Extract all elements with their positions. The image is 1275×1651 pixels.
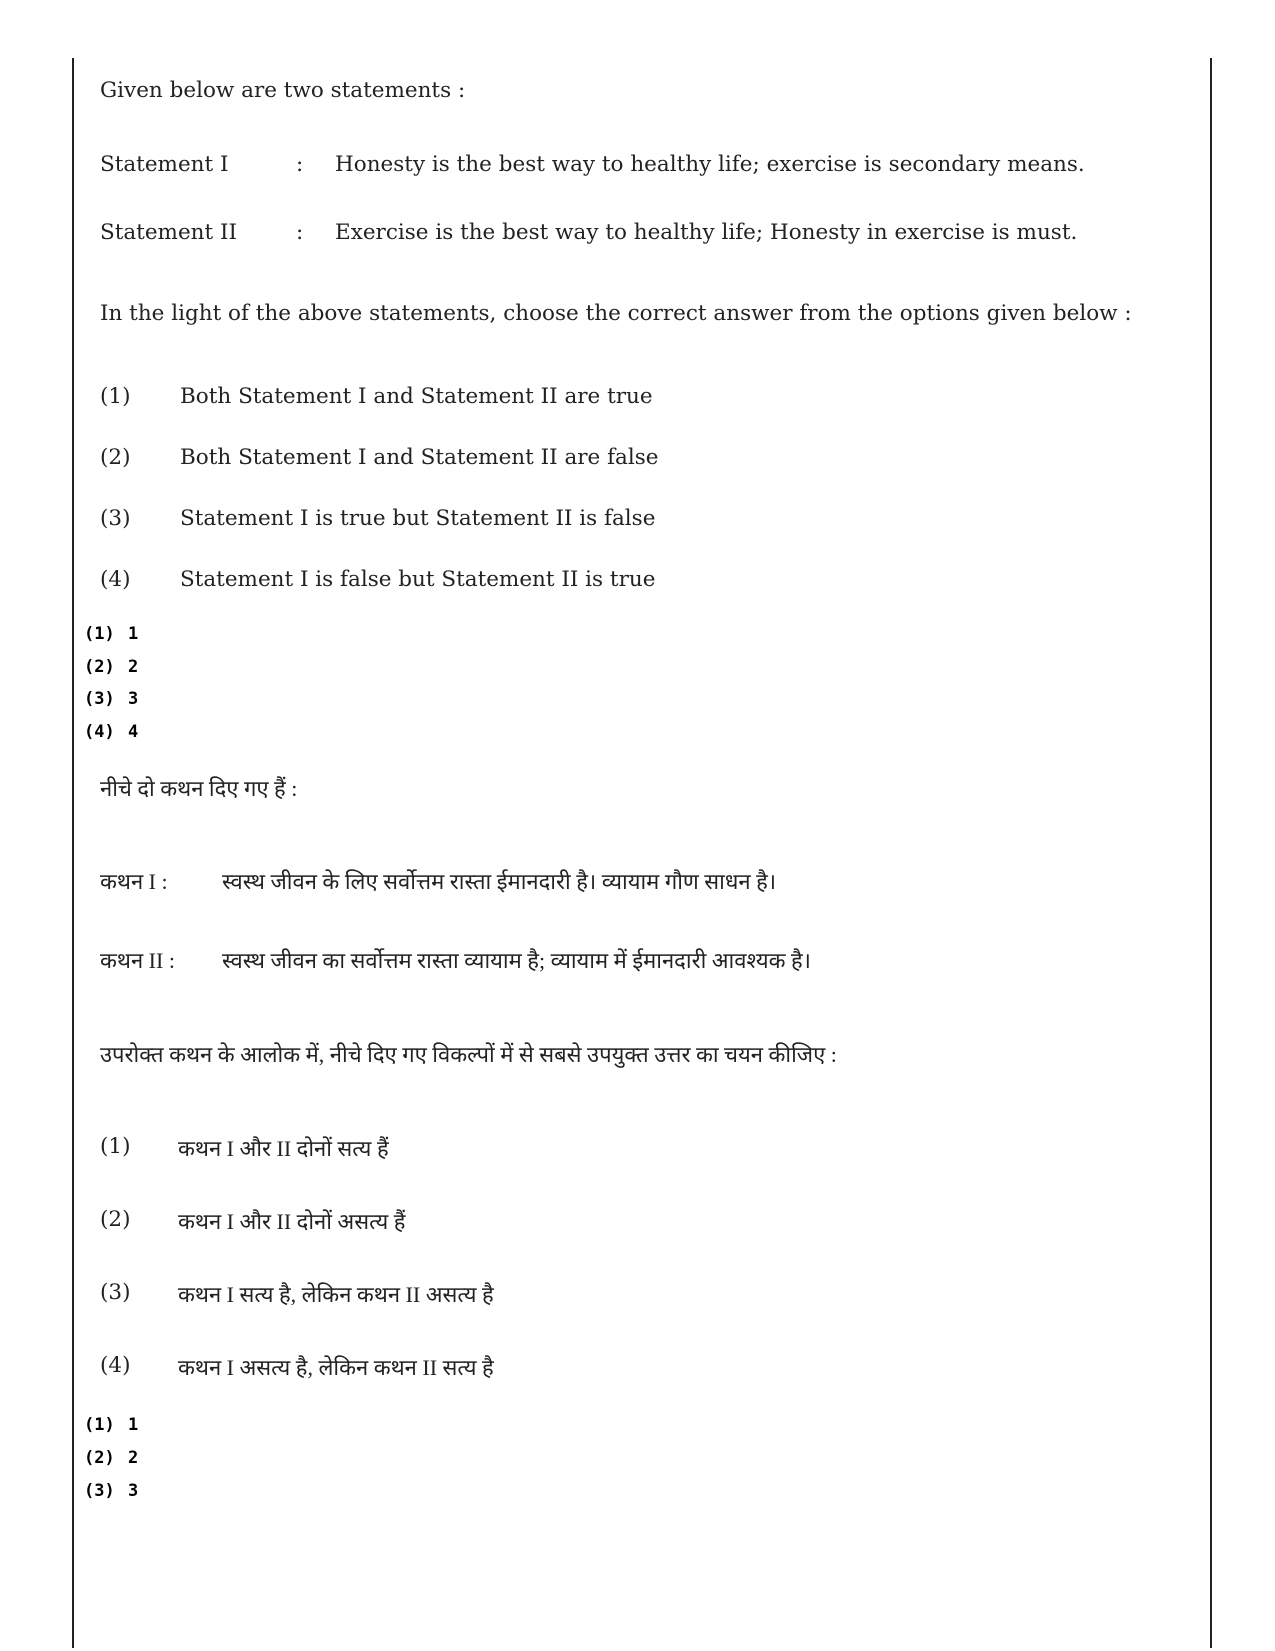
option-number: (2): [100, 445, 131, 470]
statement-text: Honesty is the best way to healthy life; exercise is secondary means.: [335, 152, 1085, 177]
english-instruction: In the light of the above statements, choose the correct answer from the options given below :: [100, 301, 1132, 326]
option-text: Statement I is true but Statement II is false: [180, 506, 656, 531]
answer-number: (2): [84, 1448, 115, 1468]
answer-value: 1: [128, 1415, 139, 1435]
statement-text: स्वस्थ जीवन का सर्वोत्तम रास्ता व्यायाम है; व्यायाम में ईमानदारी आवश्यक है।: [222, 948, 812, 973]
statement-separator: :: [296, 152, 304, 177]
answer-number: (1): [84, 624, 115, 644]
option-number: (1): [100, 384, 131, 409]
option-text: कथन I और II दोनों असत्य हैं: [178, 1209, 406, 1234]
statement-label: कथन I :: [100, 869, 168, 894]
statement-label: Statement II: [100, 220, 237, 245]
option-number: (3): [100, 506, 131, 531]
hindi-instruction: उपरोक्त कथन के आलोक में, नीचे दिए गए विकल्पों में से सबसे उपयुक्त उत्तर का चयन कीजिए :: [100, 1042, 837, 1067]
option-number: (4): [100, 567, 131, 592]
option-text: कथन I सत्य है, लेकिन कथन II असत्य है: [178, 1282, 494, 1307]
answer-value: 4: [128, 722, 139, 742]
statement-label: Statement I: [100, 152, 229, 177]
answer-value: 2: [128, 657, 139, 677]
answer-value: 3: [128, 1481, 139, 1501]
answer-number: (3): [84, 689, 115, 709]
hindi-intro: नीचे दो कथन दिए गए हैं :: [100, 776, 298, 801]
option-text: कथन I असत्य है, लेकिन कथन II सत्य है: [178, 1355, 494, 1380]
answer-number: (3): [84, 1481, 115, 1501]
answer-value: 3: [128, 689, 139, 709]
answer-value: 1: [128, 624, 139, 644]
statement-label: कथन II :: [100, 948, 175, 973]
statement-separator: :: [296, 220, 304, 245]
option-text: Both Statement I and Statement II are true: [180, 384, 653, 409]
option-number: (1): [100, 1134, 131, 1159]
right-margin-rule: [1210, 58, 1212, 1648]
option-number: (4): [100, 1353, 131, 1378]
statement-text: स्वस्थ जीवन के लिए सर्वोत्तम रास्ता ईमानदारी है। व्यायाम गौण साधन है।: [222, 869, 777, 894]
option-text: Statement I is false but Statement II is true: [180, 567, 656, 592]
answer-number: (2): [84, 657, 115, 677]
option-text: कथन I और II दोनों सत्य हैं: [178, 1136, 389, 1161]
answer-number: (4): [84, 722, 115, 742]
option-text: Both Statement I and Statement II are false: [180, 445, 659, 470]
english-intro: Given below are two statements :: [100, 78, 466, 103]
option-number: (3): [100, 1280, 131, 1305]
statement-text: Exercise is the best way to healthy life; Honesty in exercise is must.: [335, 220, 1078, 245]
answer-number: (1): [84, 1415, 115, 1435]
option-number: (2): [100, 1207, 131, 1232]
left-margin-rule: [72, 58, 74, 1648]
answer-value: 2: [128, 1448, 139, 1468]
